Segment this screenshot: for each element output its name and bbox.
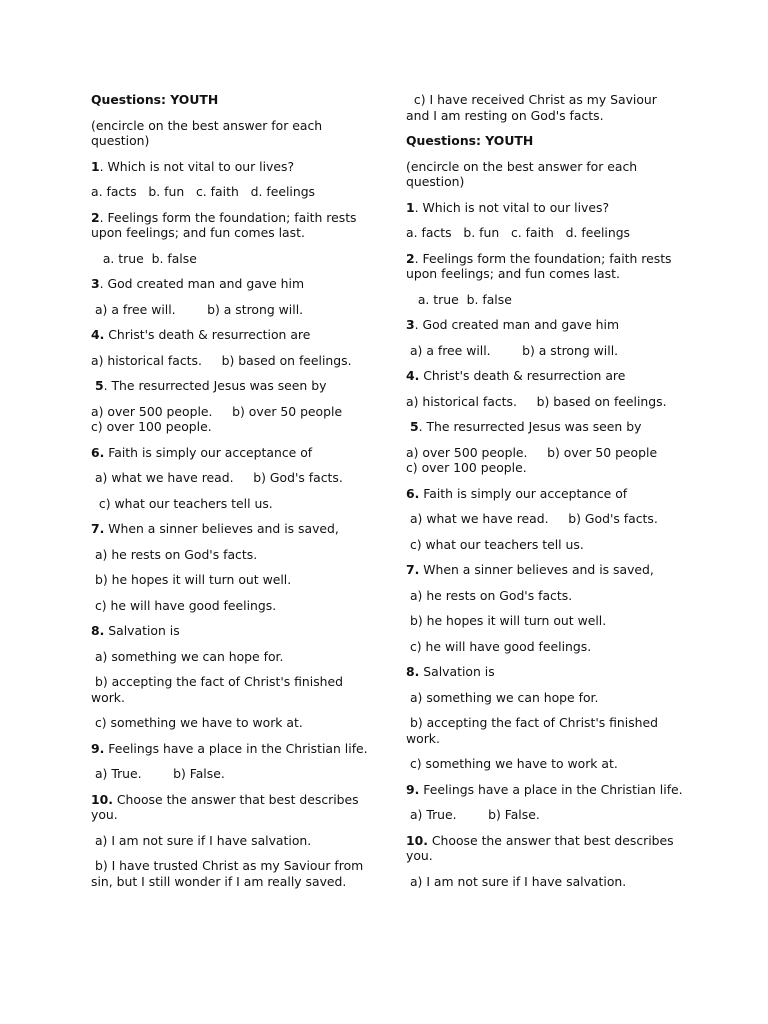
question-number: 9. bbox=[406, 781, 420, 797]
answer-options: c) what our teachers tell us. bbox=[91, 495, 273, 511]
question-3 bbox=[91, 276, 369, 292]
question-text: Christ's death & resurrection are bbox=[104, 327, 311, 342]
answer-option: a) something we can hope for. bbox=[406, 689, 599, 705]
question-1 bbox=[91, 159, 369, 175]
question-text: When a sinner believes and is saved, bbox=[419, 562, 654, 577]
question-number: 10. bbox=[91, 791, 113, 807]
answer-option: b) accepting the fact of Christ's finished work. bbox=[91, 674, 347, 705]
answer-options: a) what we have read. b) God's facts. bbox=[91, 470, 343, 485]
question-text: Choose the answer that best describes you. bbox=[91, 791, 363, 822]
answer-options: a) a free will. b) a strong will. bbox=[406, 342, 619, 358]
question-text: . The resurrected Jesus was seen by bbox=[418, 419, 642, 434]
answer-option: c) something we have to work at. bbox=[406, 756, 618, 771]
question-6 bbox=[406, 486, 684, 502]
question-number: 3 bbox=[406, 317, 415, 332]
question-text: Choose the answer that best describes you. bbox=[406, 832, 678, 863]
question-number: 2 bbox=[91, 209, 100, 225]
question-number: 10. bbox=[406, 832, 428, 848]
question-text: . Which is not vital to our lives? bbox=[99, 158, 295, 174]
answer-option: b) he hopes it will turn out well. bbox=[91, 572, 292, 587]
question-text: . The resurrected Jesus was seen by bbox=[103, 378, 327, 393]
question-number: 2 bbox=[406, 250, 415, 266]
answer-option: a) I am not sure if I have salvation. bbox=[91, 832, 312, 848]
question-number: 5 bbox=[94, 378, 104, 393]
answer-option: c) he will have good feelings. bbox=[91, 597, 277, 613]
answer-options: a) historical facts. b) based on feelings. bbox=[91, 352, 352, 368]
question-9 bbox=[406, 782, 684, 798]
question-number: 5 bbox=[409, 419, 419, 434]
question-number: 4. bbox=[91, 327, 105, 342]
question-number: 3 bbox=[91, 276, 100, 291]
question-number: 6. bbox=[91, 444, 105, 460]
question-5 bbox=[406, 419, 684, 435]
answer-option: a) he rests on God's facts. bbox=[91, 546, 258, 562]
question-text: Christ's death & resurrection are bbox=[419, 368, 626, 383]
answer-option: b) he hopes it will turn out well. bbox=[406, 613, 607, 628]
question-text: . Feelings form the foundation; faith rests upon feelings; and fun comes last. bbox=[406, 250, 676, 281]
question-text: When a sinner believes and is saved, bbox=[104, 521, 339, 536]
question-number: 8. bbox=[91, 623, 105, 638]
answer-options: a) over 500 people. b) over 50 people c) over 100 people. bbox=[406, 444, 681, 475]
answer-option: a) he rests on God's facts. bbox=[406, 587, 573, 603]
answer-options: a) True. b) False. bbox=[406, 807, 540, 822]
question-4 bbox=[91, 327, 369, 343]
question-text: Feelings have a place in the Christian life. bbox=[419, 781, 683, 797]
answer-options: a) historical facts. b) based on feelings. bbox=[406, 393, 667, 409]
question-text: Feelings have a place in the Christian life. bbox=[104, 740, 368, 756]
question-7 bbox=[91, 521, 369, 537]
answer-options: a. facts b. fun c. faith d. feelings bbox=[91, 184, 316, 199]
question-number: 7. bbox=[406, 562, 420, 577]
worksheet-title: Questions: YOUTH bbox=[406, 133, 534, 148]
question-2 bbox=[91, 210, 369, 241]
answer-option: c) he will have good feelings. bbox=[406, 638, 592, 654]
question-3 bbox=[406, 317, 684, 333]
answer-option: c) something we have to work at. bbox=[91, 715, 303, 730]
question-9 bbox=[91, 741, 369, 757]
worksheet-instruction: (encircle on the best answer for each question) bbox=[91, 117, 327, 148]
answer-options: a) over 500 people. b) over 50 people c) over 100 people. bbox=[91, 403, 366, 434]
question-number: 8. bbox=[406, 664, 420, 679]
question-number: 9. bbox=[91, 740, 105, 756]
answer-options: a) a free will. b) a strong will. bbox=[91, 301, 304, 317]
question-7 bbox=[406, 562, 684, 578]
question-5 bbox=[91, 378, 369, 394]
question-text: . God created man and gave him bbox=[414, 317, 620, 332]
question-text: . God created man and gave him bbox=[99, 276, 305, 291]
answer-options: a. true b. false bbox=[406, 291, 512, 307]
question-8 bbox=[406, 664, 684, 680]
answer-options: c) what our teachers tell us. bbox=[406, 536, 584, 552]
question-text: . Feelings form the foundation; faith rests upon feelings; and fun comes last. bbox=[91, 209, 361, 240]
answer-option: a) something we can hope for. bbox=[91, 648, 284, 664]
question-number: 6. bbox=[406, 485, 420, 501]
worksheet-title: Questions: YOUTH bbox=[91, 92, 219, 107]
worksheet-instruction: (encircle on the best answer for each question) bbox=[406, 158, 642, 189]
question-4 bbox=[406, 368, 684, 384]
worksheet-column-left bbox=[91, 92, 369, 899]
question-number: 7. bbox=[91, 521, 105, 536]
answer-options: a. facts b. fun c. faith d. feelings bbox=[406, 225, 631, 240]
question-number: 4. bbox=[406, 368, 420, 383]
answer-options: a) True. b) False. bbox=[91, 766, 225, 781]
answer-options: a) what we have read. b) God's facts. bbox=[406, 511, 658, 526]
question-text: Faith is simply our acceptance of bbox=[104, 444, 313, 460]
answer-option: b) I have trusted Christ as my Saviour from sin, but I still wonder if I am really saved. bbox=[91, 858, 368, 889]
question-text: Salvation is bbox=[419, 664, 495, 679]
question-number: 1 bbox=[406, 199, 415, 215]
answer-options: a. true b. false bbox=[91, 250, 197, 266]
question-10 bbox=[406, 833, 684, 864]
question-text: Faith is simply our acceptance of bbox=[419, 485, 628, 501]
answer-option-continued: c) I have received Christ as my Saviour and I am resting on God's facts. bbox=[406, 92, 661, 123]
question-text: Salvation is bbox=[104, 623, 180, 638]
question-8 bbox=[91, 623, 369, 639]
answer-option: a) I am not sure if I have salvation. bbox=[406, 873, 627, 889]
question-number: 1 bbox=[91, 158, 100, 174]
question-1 bbox=[406, 200, 684, 216]
worksheet-column-right bbox=[406, 92, 684, 899]
answer-option: b) accepting the fact of Christ's finished work. bbox=[406, 715, 662, 746]
question-text: . Which is not vital to our lives? bbox=[414, 199, 610, 215]
question-10 bbox=[91, 792, 369, 823]
question-2 bbox=[406, 251, 684, 282]
question-6 bbox=[91, 445, 369, 461]
